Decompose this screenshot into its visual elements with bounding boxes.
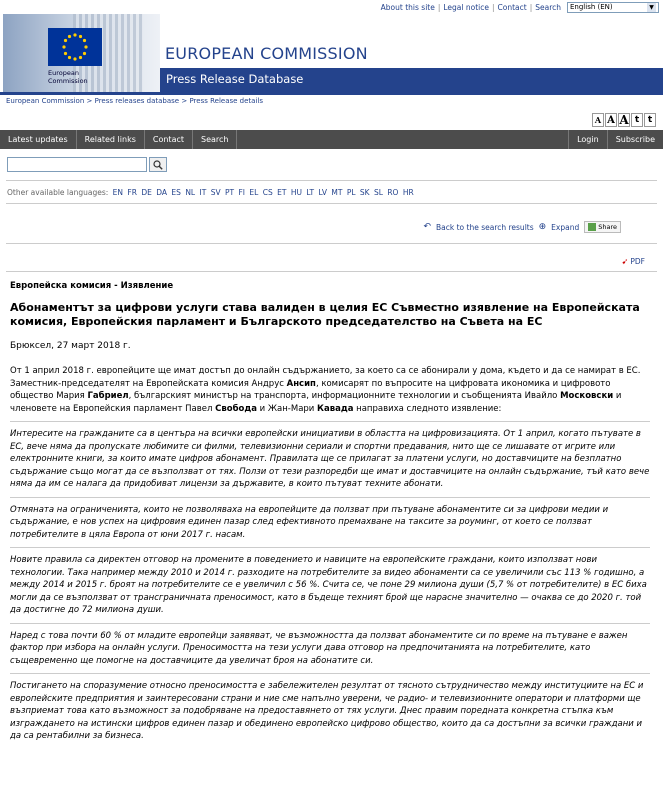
text-size-medium-button[interactable]: A <box>605 113 617 127</box>
other-languages-label: Other available languages: <box>7 188 109 197</box>
lang-link[interactable]: FR <box>127 188 137 197</box>
article-intro: От 1 април 2018 г. европейците ще имат достъп до онлайн съдържанието, за което са се абонирали у дома, където и да се намират в ЕС. Заместник-председателят на Европейската комисия Андрус Ансип, комисарят по въпросите на цифровата икономика и цифровото общество Мария Габриел, българският министър на транспорта, информационните технологии и съобщенията Ивайло Московски и членовете на Европейския парламент Павел Свобода и Жан-Мари Кавада направиха следното изявление: <box>10 366 641 414</box>
menu-search[interactable]: Search <box>193 130 237 149</box>
divider <box>10 623 650 624</box>
menu-related-links[interactable]: Related links <box>77 130 145 149</box>
menu-contact[interactable]: Contact <box>145 130 193 149</box>
lang-link[interactable]: CS <box>262 188 273 197</box>
lang-link[interactable]: ES <box>171 188 181 197</box>
chevron-down-icon: ▼ <box>647 3 656 12</box>
expand-link[interactable]: Expand <box>551 222 580 232</box>
pdf-icon: ➹ <box>621 257 629 266</box>
lang-link[interactable]: HU <box>290 188 302 197</box>
article <box>10 281 650 755</box>
legal-notice-link[interactable]: Legal notice <box>443 2 489 12</box>
search-button[interactable] <box>149 157 167 172</box>
article-dateline: Брюксел, 27 март 2018 г. <box>10 341 131 351</box>
logo-text: European Commission <box>48 69 88 85</box>
main-menu <box>0 130 663 149</box>
search-link[interactable]: Search <box>535 2 561 12</box>
lang-link[interactable]: MT <box>331 188 343 197</box>
back-arrow-icon: ↶ <box>423 222 431 232</box>
share-button[interactable]: Share <box>584 221 621 233</box>
search-icon <box>153 160 163 170</box>
article-actions <box>423 221 621 233</box>
subtitle-band <box>160 68 663 92</box>
text-size-large-button[interactable]: A <box>619 113 629 127</box>
article-paragraph: Постигането на споразумение относно преносимостта е забележителен резултат от тясното сътрудничество между институциите на ЕС и европейските предприятия и заинтересовани страни и ние сме напълно уверени, че радио- и телевизионните оператори и платформи ще възприемат това като възможност за подобряване на предоставянето от тях услуги. Днес правим поредната конкретна стъпка към изграждането на истински цифров единен пазар и обединено европейско цифрово общество, които да са достъпни за всички граждани и да са рентабилни за бизнеса. <box>10 681 644 741</box>
lang-link[interactable]: PT <box>224 188 235 197</box>
lang-link[interactable]: DA <box>156 188 168 197</box>
breadcrumb: European Commission > Press releases database > Press Release details <box>6 97 263 105</box>
divider <box>6 203 657 204</box>
separator: | <box>437 2 441 12</box>
lang-link[interactable]: RO <box>387 188 399 197</box>
lang-link[interactable]: EL <box>249 188 259 197</box>
divider <box>10 673 650 674</box>
expand-icon: ⊕ <box>538 222 547 232</box>
text-only-alt-button[interactable]: t <box>644 113 656 127</box>
breadcrumb-current: Press Release details <box>189 97 263 105</box>
ec-logo[interactable] <box>3 14 160 92</box>
article-paragraph: Интересите на гражданите са в центъра на всички европейски инициативи в областта на цифровизацията. От 1 април, когато пътувате в ЕС, вече няма да пропускате любимите си филми, телевизионни сериали и спортни предавания, нито ще се лишавате от игрите или електронните книги, за които имате цифров абонамент. Правилата ще се прилагат за платени услуги, но доставчиците на безплатно съдържание също могат да се възползват от тях. Ползи от тези разпоредби ще имат и доставчиците на онлайн съдържание, тъй като вече няма да им се налага да придобиват лицензи за държавите, в които пътуват техните абонати. <box>10 429 650 489</box>
article-paragraph: Отмяната на ограниченията, които не позволяваха на европейците да ползват при пътуване абонаментите си за цифрови медии и съдържание, е нов успех на цифровия единен пазар след ефективното премахване на таксите за роуминг, от което се ползват потребителите в цяла Европа от юни 2017 г. насам. <box>10 504 609 540</box>
lang-link[interactable]: FI <box>238 188 246 197</box>
separator: | <box>491 2 495 12</box>
eu-flag-icon <box>48 28 102 66</box>
contact-link[interactable]: Contact <box>497 2 527 12</box>
site-subtitle: Press Release Database <box>166 72 304 86</box>
menu-left <box>0 130 237 149</box>
site-title: EUROPEAN COMMISSION <box>165 44 368 63</box>
header-divider <box>0 92 663 95</box>
separator: | <box>529 2 533 12</box>
lang-link[interactable]: SK <box>359 188 370 197</box>
back-to-results-link[interactable]: Back to the search results <box>436 222 534 232</box>
lang-link[interactable]: LV <box>318 188 327 197</box>
text-only-button[interactable]: t <box>631 113 643 127</box>
lang-link[interactable]: LT <box>306 188 315 197</box>
lang-link[interactable]: SL <box>374 188 383 197</box>
divider <box>10 547 650 548</box>
divider <box>6 180 657 181</box>
divider <box>6 271 657 272</box>
share-icon <box>588 223 596 231</box>
lang-link[interactable]: PL <box>346 188 356 197</box>
about-link[interactable]: About this site <box>380 2 435 12</box>
text-size-tools <box>592 113 656 127</box>
lang-link[interactable]: ET <box>277 188 287 197</box>
lang-link[interactable]: DE <box>141 188 152 197</box>
article-kicker: Европейска комисия - Изявление <box>10 281 174 291</box>
divider <box>6 243 657 244</box>
breadcrumb-database[interactable]: Press releases database <box>94 97 180 105</box>
divider <box>10 497 650 498</box>
menu-login[interactable]: Login <box>568 130 607 149</box>
search-input[interactable] <box>7 157 147 172</box>
lang-link[interactable]: HR <box>402 188 414 197</box>
lang-link[interactable]: NL <box>185 188 196 197</box>
menu-right <box>568 130 663 149</box>
other-languages <box>7 188 414 197</box>
language-selected: English (EN) <box>570 3 613 11</box>
lang-link[interactable]: IT <box>199 188 207 197</box>
article-headline: Абонаментът за цифрови услуги става валиден в целия ЕС Съвместно изявление на Европейската комисия, Европейския парламент и Българското председателство на Съвета на ЕС <box>10 301 640 328</box>
lang-link[interactable]: EN <box>112 188 124 197</box>
lang-link[interactable]: SV <box>210 188 221 197</box>
utility-bar <box>378 0 663 14</box>
article-paragraph: Новите правила са директен отговор на промените в поведението и навиците на европейските граждани, които използват нови технологии. Така например между 2010 и 2014 г. разходите на потребителите за видео абонаменти са се увеличили със 113 % годишно, а между 2014 и 2015 г. броят на потребителите се е увеличил с 56 %. Счита се, че поне 29 милиона души (5,7 % от потребителите) в ЕС биха могли да се възползват от трансграничната преносимост, като в бъдеще техният брой ще нарасне значително — очаква се до 2020 г. той да достигне до 72 милиона души. <box>10 555 647 615</box>
divider <box>10 421 650 422</box>
article-paragraph: Наред с това почти 60 % от младите европейци заявяват, че възможността да ползват абонаментите си по време на пътуване е важен фактор при избора на онлайн услуги. Преносимостта на тези услуги дава отговор на предпочитанията на потребителите, като същевременно ще помогне на доставчиците да увеличат броя на абонатите си. <box>10 630 628 666</box>
menu-subscribe[interactable]: Subscribe <box>607 130 663 149</box>
breadcrumb-ec[interactable]: European Commission <box>6 97 85 105</box>
pdf-link[interactable]: ➹ PDF <box>621 257 645 266</box>
language-select[interactable] <box>567 2 659 13</box>
site-header <box>0 14 663 92</box>
menu-latest-updates[interactable]: Latest updates <box>0 130 77 149</box>
search-form <box>7 157 167 172</box>
text-size-small-button[interactable]: A <box>592 113 604 127</box>
